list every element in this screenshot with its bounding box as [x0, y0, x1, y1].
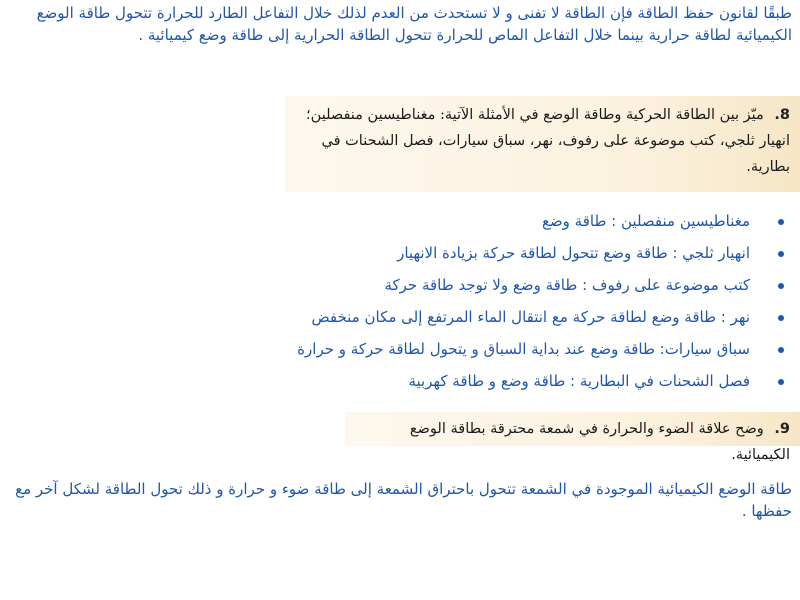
intro-paragraph: طبقًا لقانون حفظ الطاقة فإن الطاقة لا تفنى و لا تستحدث من العدم لذلك خلال التفاعل الطارد للحرارة تتحول طاقة الوضع الكيميائية لطاقة حرارية بينما خلال التفاعل الماص للحرارة تتحول الطاقة الحرارية إلى طاقة وضع كيميائية . — [36, 4, 792, 44]
answer-8-item-text: فصل الشحنات في البطارية : طاقة وضع و طاقة كهربية — [408, 372, 750, 390]
list-item — [12, 212, 792, 244]
answer-8-item-text: كتب موضوعة على رفوف : طاقة وضع ولا توجد طاقة حركة — [384, 276, 750, 294]
answer-9-paragraph: طاقة الوضع الكيميائية الموجودة في الشمعة تتحول باحتراق الشمعة إلى طاقة ضوء و حرارة و ذلك تحول الطاقة لشكل آخر مع حفظها . — [15, 480, 792, 520]
bullet-icon — [778, 379, 784, 385]
list-item — [12, 340, 792, 372]
list-item — [12, 276, 792, 308]
question-9-number: 9. — [774, 421, 790, 437]
bullet-icon — [778, 251, 784, 257]
answers-8-list — [12, 212, 792, 404]
question-8-box — [285, 96, 800, 192]
bullet-icon — [778, 347, 784, 353]
answer-8-item-text: نهر : طاقة وضع لطاقة حركة مع انتقال الماء المرتفع إلى مكان منخفض — [311, 308, 750, 326]
list-item — [12, 308, 792, 340]
answer-8-item-text: مغناطيسين منفصلين : طاقة وضع — [541, 212, 750, 230]
list-item — [12, 244, 792, 276]
bullet-icon — [778, 283, 784, 289]
list-item — [12, 372, 792, 404]
answer-8-item-text: انهيار ثلجي : طاقة وضع تتحول لطاقة حركة بزيادة الانهيار — [397, 244, 750, 262]
answer-8-item-text: سباق سيارات: طاقة وضع عند بداية السباق و يتحول لطاقة حركة و حرارة — [297, 340, 750, 358]
bullet-icon — [778, 219, 784, 225]
question-8-number: 8. — [774, 107, 790, 123]
question-8-text: ميّز بين الطاقة الحركية وطاقة الوضع في الأمثلة الآتية: مغناطيسين منفصلين؛ انهيار ثلجي، كتب موضوعة على رفوف، نهر، سباق سيارات، فصل الشحنات في بطارية. — [306, 107, 790, 175]
question-9-box — [345, 412, 800, 463]
bullet-icon — [778, 315, 784, 321]
question-9-text: وضح علاقة الضوء والحرارة في شمعة محترقة بطاقة الوضع الكيميائية. — [409, 421, 790, 463]
